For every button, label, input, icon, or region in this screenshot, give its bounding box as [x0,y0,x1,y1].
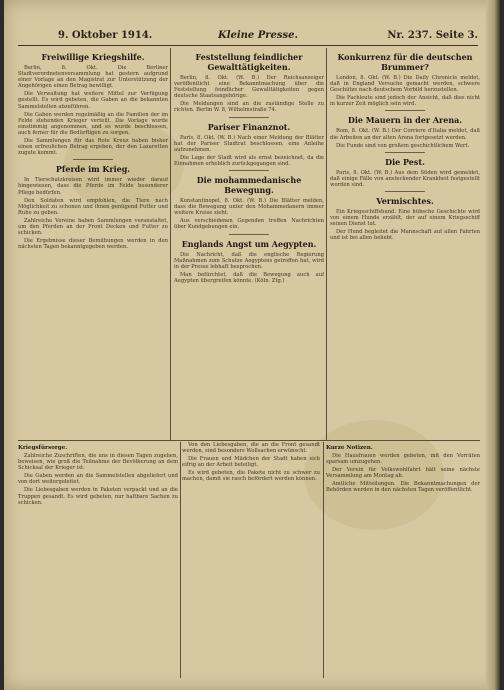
column-rule [170,48,171,440]
paragraph: Die Ergebnisse dieser Bemühungen werden in den nächsten Tagen bekanntgegeben werden. [18,238,168,251]
paragraph: Konstantinopel, 8. Okt. (W. B.) Die Blätter melden, dass die Bewegung unter den Mohammedanern immer weitere Kreise zieht. [174,198,324,217]
paragraph: Die Verwaltung hat weitere Mittel zur Verfügung gestellt. Es wird gebeten, die Gaben an die bekannten Sammelstellen abzuführen. [18,91,168,110]
paragraph: Die Hausfrauen werden gebeten, mit den Vorräten sparsam umzugehen. [326,453,480,466]
paragraph: Paris, 8. Okt. (W. B.) Nach einer Meldung der Blätter hat der Pariser Stadtrat beschlossen, eine Anleihe aufzunehmen. [174,134,324,153]
headline-finanznot: Pariser Finanznot. [207,121,291,132]
paragraph: Rom, 8. Okt. (W. B.) Der Corriere d'Italia meldet, daß die Arbeiten an der alten Arena fortgesetzt werden. [330,128,480,141]
paragraph: Die Gaben werden an die Sammelstellen abgeliefert und von dort weitergeleitet. [18,473,178,486]
bottom-heading: Kurze Notizen. [326,445,373,451]
paragraph: Zahlreiche Vereine haben Sammlungen veranstaltet, um den Pferden an der Front Decken und Futter zu schicken. [18,217,168,237]
paragraph: Von den Liebesgaben, die an die Front gesandt werden, sind besonders Wollsachen erwünscht. [182,442,320,455]
paragraph: London, 8. Okt. (W. B.) Die Daily Chronicle meldet, daß in England Versuche gemacht werden, schwere Geschütze nach deutschem Vorbild herzustellen. [330,75,480,94]
header-date: 9. Oktober 1914. [58,30,153,41]
article-separator [73,159,113,160]
headline-bewegung: Die mohammedanische Bewegung. [196,175,302,196]
headline-kriegshilfe: Freiwillige Kriegshilfe. [41,52,145,62]
article-separator [229,234,269,235]
headline-pest: Die Pest. [385,156,425,167]
newspaper-page [4,0,500,690]
paragraph: Paris, 8. Okt. (W. B.) Aus dem Süden wird gemeldet, daß einige Fälle von ansteckender Krankheit festgestellt worden sind. [330,169,480,188]
column-rule [323,442,324,678]
bottom-column-2 [182,442,320,678]
headline-pferde: Pferde im Krieg. [55,164,131,175]
column-3 [330,48,480,438]
paragraph: Die Frauen und Mädchen der Stadt haben sich eifrig an der Arbeit beteiligt. [182,456,320,469]
paragraph: Amtliche Mitteilungen. Die Bekanntmachungen der Behörden werden in den nächsten Tagen veröffentlicht. [326,481,480,494]
paragraph: Der Hund begleitet die Mannschaft auf allen Fahrten und ist bei allen beliebt. [330,229,480,242]
page-header [18,28,478,44]
paragraph: Die Nachricht, daß die englische Regierung Maßnahmen zum Schutze Aegyptens getroffen hat, wird in der Presse lebhaft besprochen. [174,251,324,270]
paragraph: Die Funde sind von großem geschichtlichem Wert. [336,142,470,149]
paragraph: Ein Kriegsschiffshund. Eine hübsche Geschichte wird von einem Hunde erzählt, der auf einem Kriegsschiff seinen Dienst tut. [330,209,480,228]
paragraph: Die Fachleute sind jedoch der Ansicht, daß dies nicht in kurzer Zeit möglich sein wird. [330,95,480,108]
headline-brummer: Konkurrenz für die deutschen Brummer? [337,52,473,72]
paragraph: Der Verein für Volkswohlfahrt hält seine nächste Versammlung am Montag ab. [326,467,480,480]
column-rule [326,48,327,440]
article-separator [229,117,269,118]
header-section: Kleine Presse. [218,30,299,41]
article-separator [229,170,269,171]
paragraph: Zahlreiche Zuschriften, die uns in diesen Tagen zugehen, beweisen, wie groß die Teilnahme der Bevölkerung an dem Schicksal der Krieger ist. [18,453,178,472]
paragraph: Die Gaben werden regelmäßig an die Familien der im Felde stehenden Krieger verteilt. Die Vorlage wurde einstimmig angenommen, und es wurde beschlossen, auch ferner für die Bedürftigen zu sorgen. [18,111,168,136]
headline-arena: Die Mauern in der Arena. [347,115,463,126]
paragraph: Die Liebesgaben werden in Paketen verpackt und an die Truppen gesandt. Es wird gebeten, nur haltbare Sachen zu schicken. [18,487,178,506]
article-separator [385,110,425,111]
bottom-heading: Kriegsfürsorge. [18,445,68,451]
page-edge-shadow [486,0,500,690]
headline-vermischtes: Vermischtes. [376,196,434,207]
paragraph: Es wird gebeten, die Pakete nicht zu schwer zu machen, damit sie rasch befördert werden können. [182,470,320,483]
header-rule [18,45,478,46]
column-1 [18,48,168,440]
column-rule [180,442,181,678]
header-page: Seite 3. [435,30,478,41]
column-2 [174,48,324,438]
paragraph: Berlin, 8. Okt. Die Berliner Stadtverordnetenversammlung hat gestern aufgrund einer Vorlage an den Magistrat zur Unterstützung der Angehörigen einen Betrag bewilligt. [18,65,168,90]
headline-gewalttaetigkeiten: Feststellung feindlicher Gewalttätigkeiten. [195,52,303,72]
bottom-column-3 [326,442,480,678]
bottom-column-1 [18,442,178,678]
paragraph: Man befürchtet, daß die Bewegung auch auf Aegypten übergreifen könnte. (Köln. Ztg.) [174,271,324,284]
article-separator [385,191,425,192]
paragraph: Die Meldungen sind an die zuständige Stelle zu richten. Berlin W. 8, Wilhelmstraße 74. [174,101,324,114]
paragraph: Die Sammlungen für das Rote Kreuz haben bisher einen erfreulichen Betrag ergeben, der den Lazaretten zugute kommt. [18,138,168,157]
paragraph: In Tierschutzkreisen wird immer wieder darauf hingewiesen, dass die Pferde im Felde besonderer Pflege bedürfen. [18,177,168,196]
paragraph: Den Soldaten wird empfohlen, die Tiere nach Möglichkeit zu schonen und ihnen genügend Futter und Ruhe zu geben. [18,197,168,216]
paragraph: Aus verschiedenen Gegenden treffen Nachrichten über Kundgebungen ein. [174,218,324,231]
header-issue: Nr. 237. [387,30,433,41]
headline-aegypten: Englands Angst um Aegypten. [181,238,317,249]
header-issue-page [387,30,478,41]
section-rule [18,440,480,441]
paragraph: Die Lage der Stadt wird als ernst bezeichnet, da die Einnahmen erheblich zurückgegangen sind. [174,154,324,167]
article-separator [385,152,425,153]
paragraph: Berlin, 8. Okt. (W. B.) Der Reichsanzeiger veröffentlicht eine Bekanntmachung über die Feststellung feindlicher Gewalttätigkeiten gegen deutsche Staatsangehörige. [174,75,324,100]
